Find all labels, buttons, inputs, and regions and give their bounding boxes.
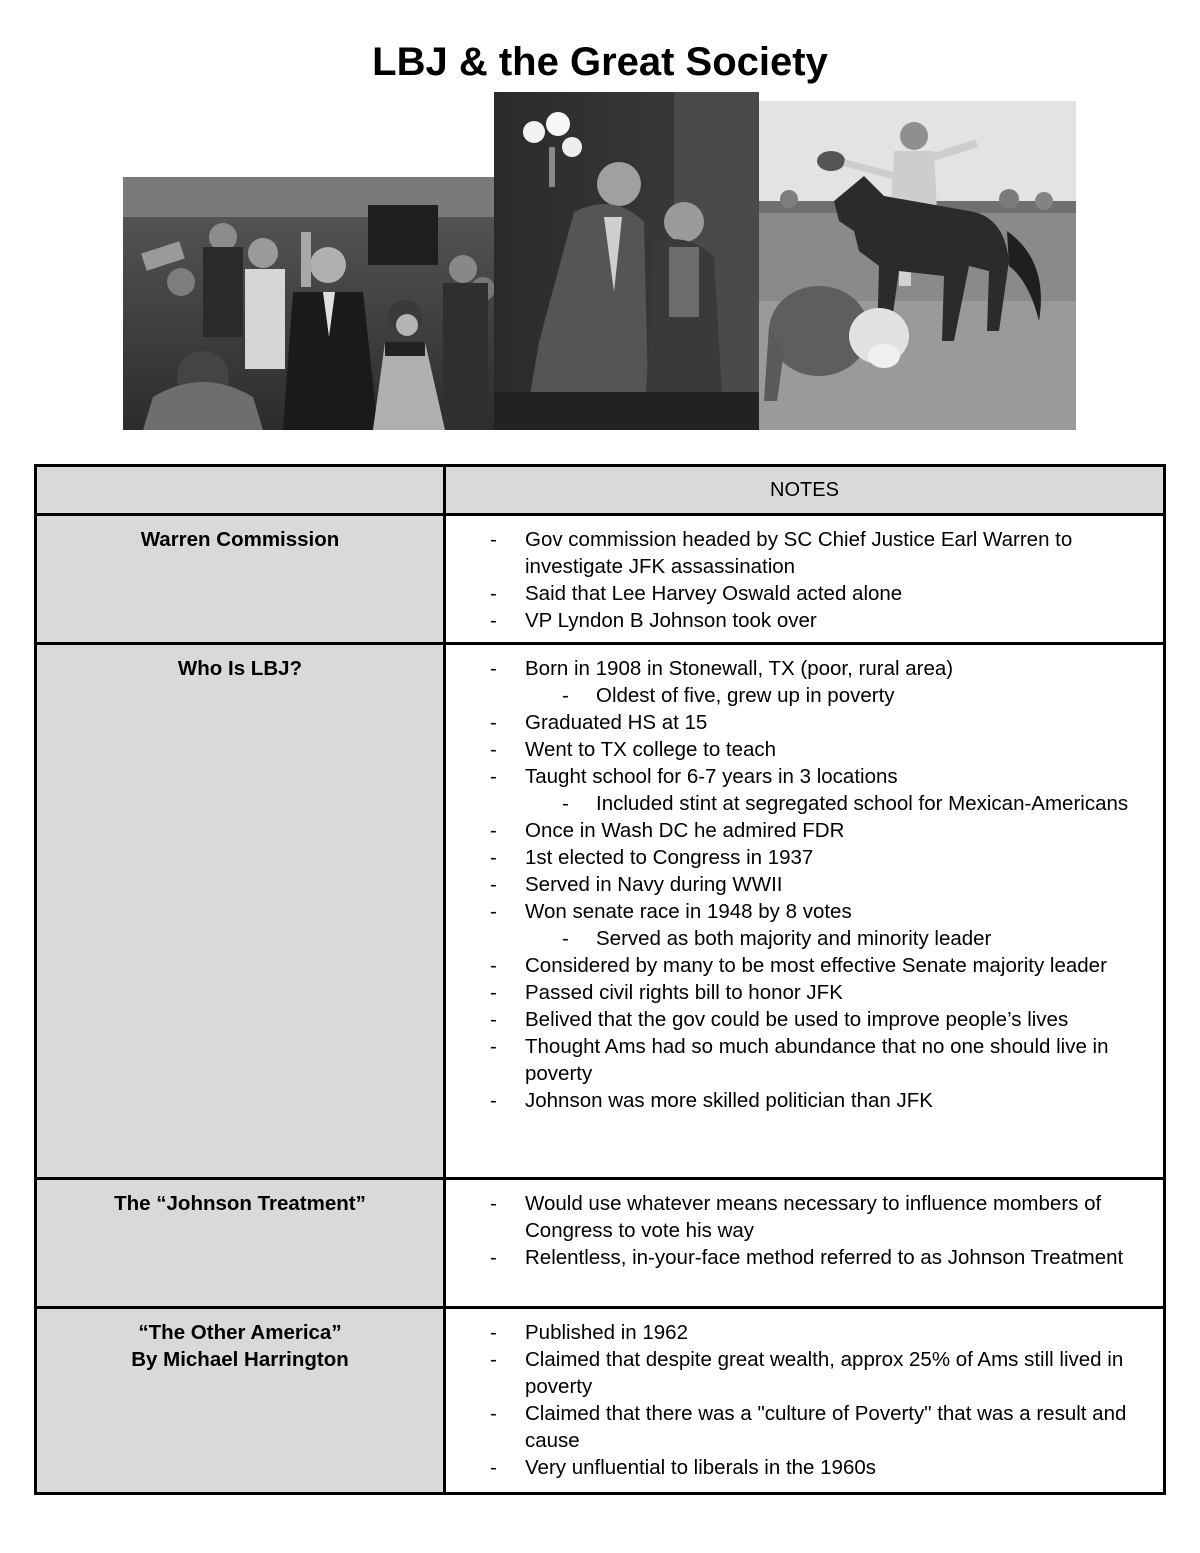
swearing-in-photo — [123, 177, 494, 430]
table-row-other-america — [36, 1308, 1165, 1494]
sub-bullet-item: - Oldest of five, grew up in poverty — [446, 682, 1157, 709]
header-topic-cell — [36, 466, 445, 515]
bullet-item: - Won senate race in 1948 by 8 votes — [446, 898, 1157, 925]
johnson-treatment-photo — [494, 92, 759, 430]
bullet-item: - Claimed that there was a "culture of Poverty" that was a result and cause — [446, 1400, 1157, 1454]
header-notes-cell: NOTES — [445, 466, 1165, 515]
bullet-item: - 1st elected to Congress in 1937 — [446, 844, 1157, 871]
notes-cell — [445, 1179, 1165, 1308]
notes-list — [446, 1319, 1157, 1481]
topic-label: The “Johnson Treatment” — [114, 1192, 366, 1215]
table-row-who-is-lbj — [36, 644, 1165, 1179]
notes-list — [446, 526, 1157, 634]
bullet-item: - VP Lyndon B Johnson took over — [446, 607, 1157, 634]
horseback-photo — [759, 101, 1076, 430]
bullet-item: - Graduated HS at 15 — [446, 709, 1157, 736]
bullet-item: - Thought Ams had so much abundance that no one should live in poverty — [446, 1033, 1157, 1087]
bullet-item: - Belived that the gov could be used to improve people’s lives — [446, 1006, 1157, 1033]
bullet-item: - Considered by many to be most effective Senate majority leader — [446, 952, 1157, 979]
bullet-item: - Taught school for 6-7 years in 3 locations — [446, 763, 1157, 790]
bullet-item: - Said that Lee Harvey Oswald acted alone — [446, 580, 1157, 607]
bullet-item: - Very unfluential to liberals in the 1960s — [446, 1454, 1157, 1481]
topic-label: By Michael Harrington — [131, 1348, 349, 1371]
bullet-item: - Claimed that despite great wealth, approx 25% of Ams still lived in poverty — [446, 1346, 1157, 1400]
table-body — [36, 515, 1165, 1494]
notes-cell — [445, 1308, 1165, 1494]
bullet-item: - Passed civil rights bill to honor JFK — [446, 979, 1157, 1006]
notes-list — [446, 655, 1157, 1114]
notes-list — [446, 1190, 1157, 1271]
topic-cell — [36, 1308, 445, 1494]
bullet-item: - Relentless, in-your-face method referred to as Johnson Treatment — [446, 1244, 1157, 1271]
notes-cell — [445, 515, 1165, 644]
topic-label: “The Other America” — [138, 1321, 342, 1344]
page-title: LBJ & the Great Society — [372, 40, 828, 84]
table-row-johnson-treatment — [36, 1179, 1165, 1308]
notes-cell — [445, 644, 1165, 1179]
topic-label: Who Is LBJ? — [177, 657, 303, 680]
bullet-item: - Born in 1908 in Stonewall, TX (poor, rural area) — [446, 655, 1157, 682]
notes-table — [34, 464, 1166, 1495]
bullet-item: - Once in Wash DC he admired FDR — [446, 817, 1157, 844]
topic-cell — [36, 515, 445, 644]
bullet-item: - Went to TX college to teach — [446, 736, 1157, 763]
topic-cell — [36, 644, 445, 1179]
sub-bullet-item: - Served as both majority and minority leader — [446, 925, 1157, 952]
topic-label: Warren Commission — [140, 528, 340, 551]
bullet-item: - Published in 1962 — [446, 1319, 1157, 1346]
bullet-item: - Johnson was more skilled politician than JFK — [446, 1087, 1157, 1114]
topic-cell — [36, 1179, 445, 1308]
bullet-item: - Would use whatever means necessary to influence mombers of Congress to vote his way — [446, 1190, 1157, 1244]
table-row-warren-commission — [36, 515, 1165, 644]
table-header-row — [36, 466, 1165, 515]
bullet-item: - Gov commission headed by SC Chief Justice Earl Warren to investigate JFK assassination — [446, 526, 1157, 580]
bullet-item: - Served in Navy during WWII — [446, 871, 1157, 898]
sub-bullet-item: - Included stint at segregated school for Mexican-Americans — [446, 790, 1157, 817]
